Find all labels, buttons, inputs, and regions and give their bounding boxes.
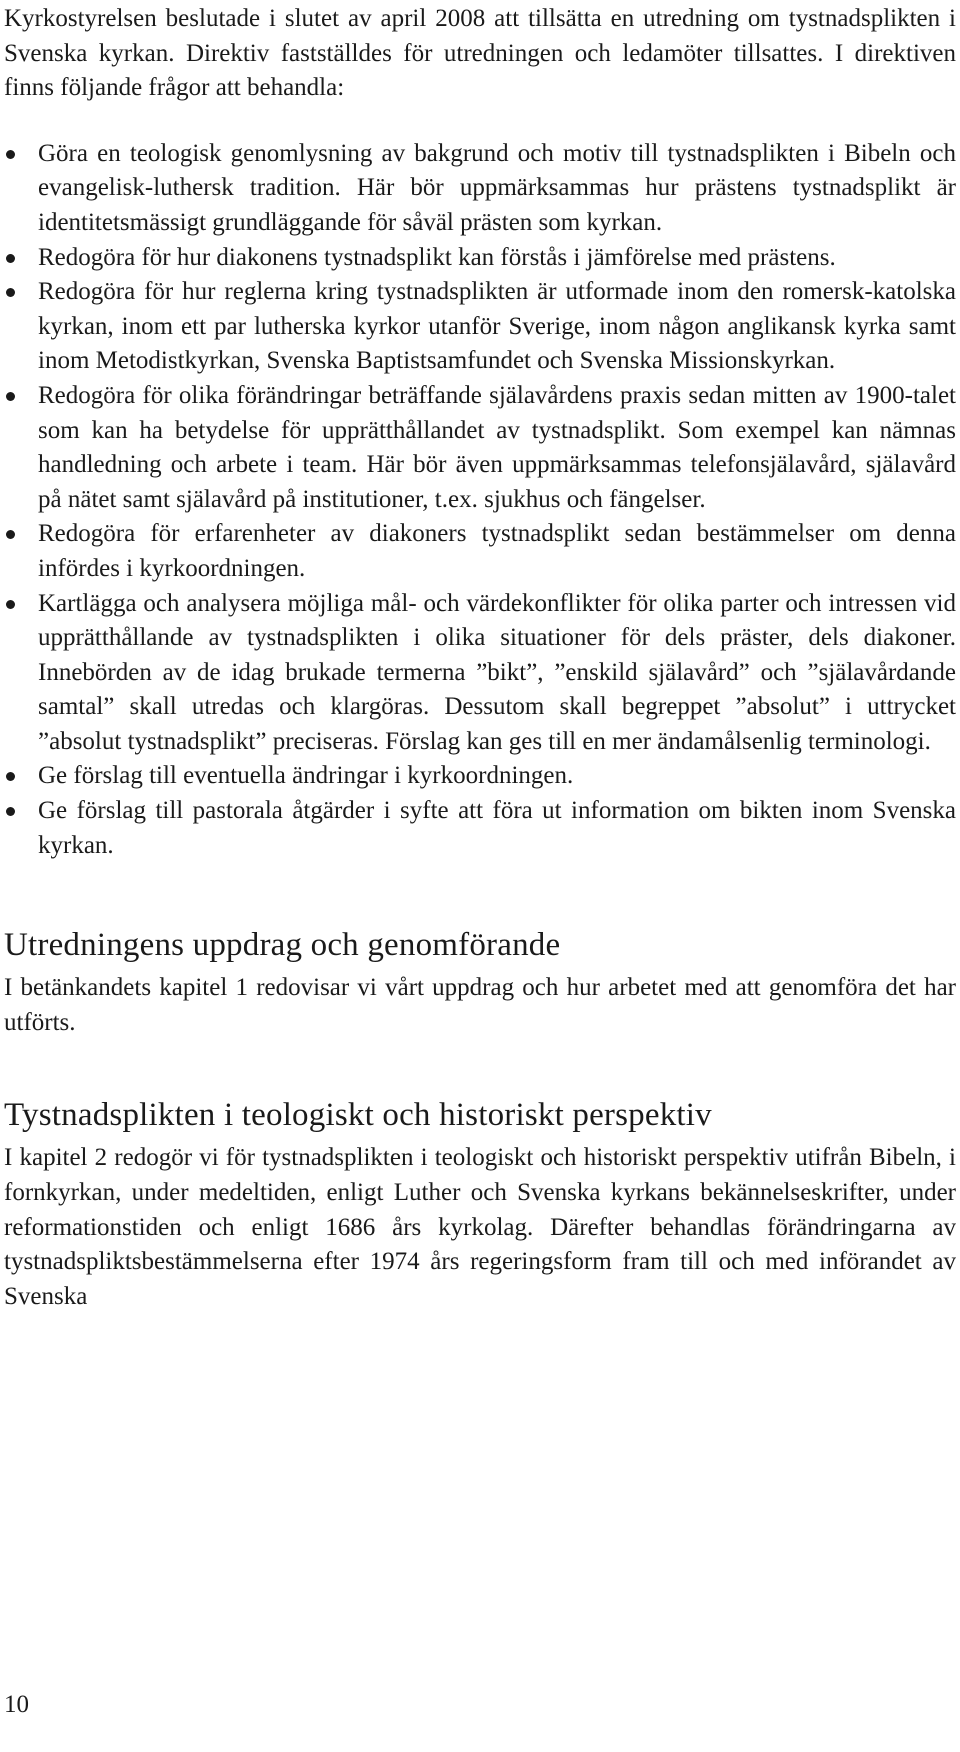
list-item: [4, 517, 956, 586]
list-item-text: Ge förslag till eventuella ändringar i kyrkoordningen.: [38, 762, 574, 790]
bullet-icon: [6, 150, 15, 159]
bullet-icon: [6, 772, 15, 781]
list-item: [4, 379, 956, 517]
list-item: [4, 587, 956, 760]
list-item: [4, 241, 956, 276]
bullet-icon: [6, 254, 15, 263]
section-paragraph-uppdrag: I betänkandets kapitel 1 redovisar vi vårt uppdrag och hur arbetet med att genomföra det har utförts.: [4, 974, 956, 1036]
bullet-icon: [6, 600, 15, 609]
bullet-icon: [6, 807, 15, 816]
section-heading-uppdrag: Utredningens uppdrag och genomförande: [4, 927, 561, 964]
list-item-text: Kartlägga och analysera möjliga mål- och värdekonflikter för olika parter och intressen vid upprätthållande av tystnadsplikten i olika situationer för dels präster, dels diakoner. Innebörden av de idag brukade termerna ”bikt”, ”enskild själavård” och ”själavårdande samtal” skall utredas och klargöras. Dessutom skall begreppet ”absolut” i uttrycket ”absolut tystnadsplikt” preciseras. Förslag kan ges till en mer ändamålsenlig terminologi.: [38, 589, 956, 755]
directive-question-list: [4, 137, 956, 863]
list-item: [4, 794, 956, 863]
list-item-text: Redogöra för erfarenheter av diakoners tystnadsplikt sedan bestämmelser om denna infördes i kyrkoordningen.: [38, 520, 956, 582]
list-item-text: Göra en teologisk genomlysning av bakgrund och motiv till tystnadsplikten i Bibeln och evangelisk-luthersk tradition. Här bör uppmärksammas hur prästens tystnadsplikt är identitetsmässigt grundläggande för såväl prästen som kyrkan.: [38, 139, 956, 236]
bullet-icon: [6, 288, 15, 297]
section-paragraph-perspektiv: I kapitel 2 redogör vi för tystnadsplikten i teologiskt och historiskt perspektiv utifrån Bibeln, i fornkyrkan, under medeltiden, enligt Luther och Svenska kyrkans bekännelseskrifter, under reformationstiden och enligt 1686 års kyrkolag. Därefter behandlas förändringarna av tystnadspliktsbestämmelserna efter 1974 års regeringsform fram till och med införandet av Svenska: [4, 1144, 956, 1310]
list-item-text: Redogöra för olika förändringar beträffande själavårdens praxis sedan mitten av 1900-talet som kan ha betydelse för upprätthållandet av tystnadsplikt. Som exempel kan nämnas handledning och arbete i team. Här bör även uppmärksammas telefonsjälavård, själavård på nätet samt själavård på institutioner, t.ex. sjukhus och fängelser.: [38, 381, 956, 513]
page-number: 10: [4, 1691, 29, 1718]
list-item-text: Ge förslag till pastorala åtgärder i syfte att föra ut information om bikten inom Svenska kyrkan.: [38, 797, 956, 859]
bullet-icon: [6, 392, 15, 401]
list-item: [4, 137, 956, 241]
list-item-text: Redogöra för hur diakonens tystnadsplikt kan förstås i jämförelse med prästens.: [38, 243, 836, 271]
list-item: [4, 275, 956, 379]
bullet-icon: [6, 530, 15, 539]
section-heading-perspektiv: Tystnadsplikten i teologiskt och historiskt perspektiv: [4, 1097, 712, 1134]
list-item-text: Redogöra för hur reglerna kring tystnadsplikten är utformade inom den romersk-katolska kyrkan, inom ett par lutherska kyrkor utanför Sverige, inom någon anglikansk kyrka samt inom Metodistkyrkan, Svenska Baptistsamfundet och Svenska Missionskyrkan.: [38, 278, 956, 375]
list-item: [4, 759, 956, 794]
page-content: [4, 2, 956, 1314]
intro-paragraph: Kyrkostyrelsen beslutade i slutet av april 2008 att tillsätta en utredning om tystnadsplikten i Svenska kyrkan. Direktiv fastställdes för utredningen och ledamöter tillsattes. I direktiven finns följande frågor att behandla:: [4, 5, 956, 102]
